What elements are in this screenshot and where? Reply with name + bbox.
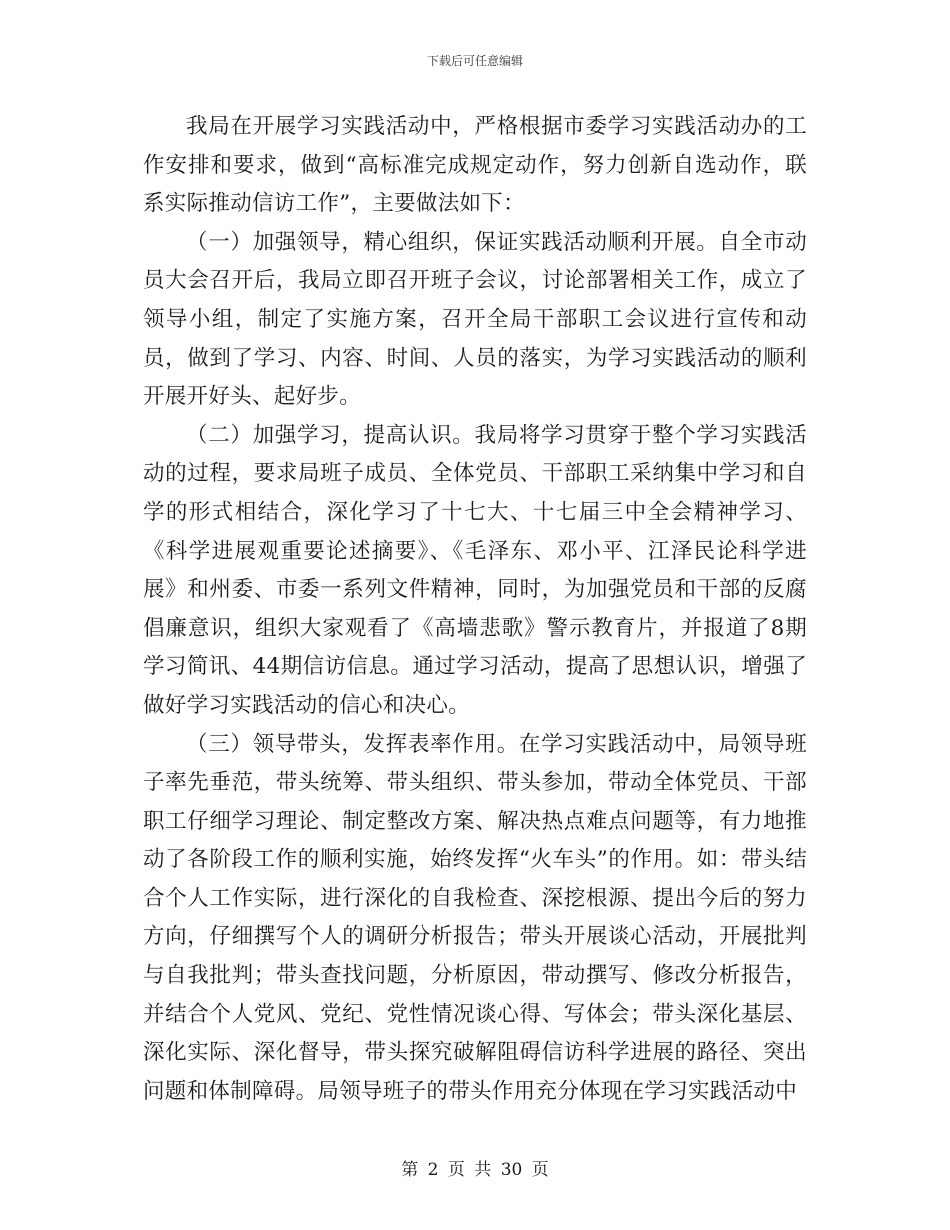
paragraph-intro: 我局在开展学习实践活动中，严格根据市委学习实践活动办的工作安排和要求，做到“高标准完成规定动作，努力创新自选动作，联系实际推动信访工作”，主要做法如下： — [143, 114, 807, 217]
paragraph-section-2: （二）加强学习，提高认识。我局将学习贯穿于整个学习实践活动的过程，要求局班子成员、全体党员、干部职工采纳集中学习和自学的形式相结合，深化学习了十七大、十七届三中全会精神学习、《科学进展观重要论述摘要》、《毛泽东、邓小平、江泽民论科学进展》和州委、市委一系列文件精神，同时，为加强党员和干部的反腐倡廉意识，组织大家观看了《高墙悲歌》警示教育片，并报道了8期学习简讯、44期信访信息。通过学习活动，提高了思想认识，增强了做好学习实践活动的信心和决心。 — [143, 422, 807, 718]
paragraph-section-3: （三）领导带头，发挥表率作用。在学习实践活动中，局领导班子率先垂范，带头统筹、带头组织、带头参加，带动全体党员、干部职工仔细学习理论、制定整改方案、解决热点难点问题等，有力地推动了各阶段工作的顺利实施，始终发挥“火车头”的作用。如：带头结合个人工作实际，进行深化的自我检查、深挖根源、提出今后的努力方向，仔细撰写个人的调研分析报告；带头开展谈心活动，开展批判与自我批判；带头查找问题，分析原因，带动撰写、修改分析报告，并结合个人党风、党纪、党性情况谈心得、写体会；带头深化基层、深化实际、深化督导，带头探究破解阻碍信访科学进展的路径、突出问题和体制障碍。局领导班子的带头作用充分体现在学习实践活动中 — [143, 731, 807, 1104]
page-number-footer: 第 2 页 共 30 页 — [401, 1160, 549, 1180]
paragraph-section-1: （一）加强领导，精心组织，保证实践活动顺利开展。自全市动员大会召开后，我局立即召开班子会议，讨论部署相关工作，成立了领导小组，制定了实施方案，召开全局干部职工会议进行宣传和动员，做到了学习、内容、时间、人员的落实，为学习实践活动的顺利开展开好头、起好步。 — [143, 229, 807, 410]
download-edit-note: 下载后可任意编辑 — [426, 54, 523, 68]
document-body — [143, 108, 807, 1111]
